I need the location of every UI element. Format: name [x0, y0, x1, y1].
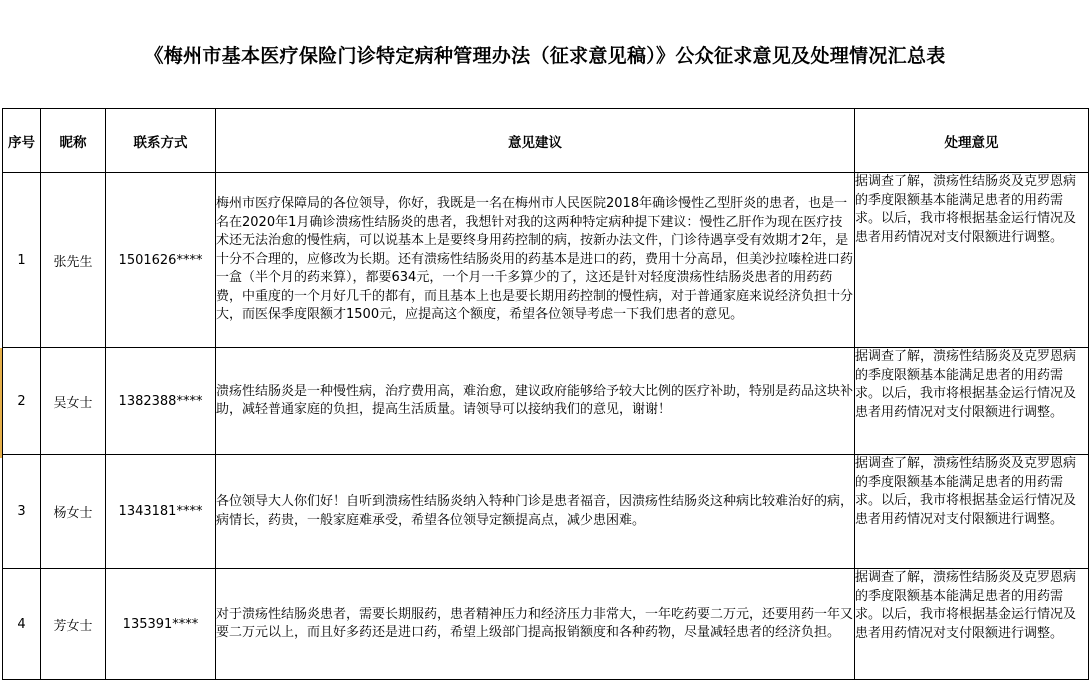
row-nickname: 吴女士	[41, 348, 106, 455]
row-response: 据调查了解，溃疡性结肠炎及克罗恩病的季度限额基本能满足患者的用药需求。以后，我市将根据基金运行情况及患者用药情况对支付限额进行调整。	[855, 455, 1089, 569]
row-index: 4	[3, 569, 41, 680]
row-suggestion: 梅州市医疗保障局的各位领导，你好，我既是一名在梅州市人民医院2018年确诊慢性乙型肝炎的患者，也是一名在2020年1月确诊溃疡性结肠炎的患者，我想针对我的这两种特定病种提下建议：慢性乙肝作为现在医疗技术还无法治愈的慢性病，可以说基本上是要终身用药控制的病，按新办法文件，门诊待遇享受有效期才2年，是十分不合理的，应修改为长期。还有溃疡性结肠炎用的药基本是进口的药，费用十分高昂，但美沙拉嗪栓进口药一盒（半个月的药来算），都要634元，一个月一千多算少的了，这还是针对轻度溃疡性结肠炎患者的用药药费，中重度的一个月好几千的都有，而且基本上也是要长期用药控制的慢性病，对于普通家庭来说经济负担十分大，而医保季度限额才1500元，应提高这个额度，希望各位领导考虑一下我们患者的意见。	[216, 173, 855, 348]
row-response: 据调查了解，溃疡性结肠炎及克罗恩病的季度限额基本能满足患者的用药需求。以后，我市将根据基金运行情况及患者用药情况对支付限额进行调整。	[855, 348, 1089, 455]
row-index: 3	[3, 455, 41, 569]
row-contact: 135391****	[106, 569, 216, 680]
table-row	[3, 569, 1089, 680]
row-contact: 1343181****	[106, 455, 216, 569]
row-nickname: 芳女士	[41, 569, 106, 680]
header-contact: 联系方式	[106, 109, 216, 173]
table-header-row	[3, 109, 1089, 173]
table-row	[3, 173, 1089, 348]
row-index: 2	[3, 348, 41, 455]
document-title: 《梅州市基本医疗保险门诊特定病种管理办法（征求意见稿）》公众征求意见及处理情况汇总表	[144, 44, 946, 67]
table-row	[3, 455, 1089, 569]
row-index: 1	[3, 173, 41, 348]
row-contact: 1501626****	[106, 173, 216, 348]
header-suggestion: 意见建议	[216, 109, 855, 173]
opinion-table	[2, 108, 1089, 680]
row-suggestion: 对于溃疡性结肠炎患者，需要长期服药，患者精神压力和经济压力非常大，一年吃药要二万元，还要用药一年又要二万元以上，而且好多药还是进口药，希望上级部门提高报销额度和各种药物，尽量减轻患者的经济负担。	[216, 569, 855, 680]
row-contact: 1382388****	[106, 348, 216, 455]
row-response: 据调查了解，溃疡性结肠炎及克罗恩病的季度限额基本能满足患者的用药需求。以后，我市将根据基金运行情况及患者用药情况对支付限额进行调整。	[855, 569, 1089, 680]
header-index: 序号	[3, 109, 41, 173]
row-nickname: 张先生	[41, 173, 106, 348]
table-row	[3, 348, 1089, 455]
header-response: 处理意见	[855, 109, 1089, 173]
row-selection-marker	[0, 348, 2, 458]
header-nickname: 昵称	[41, 109, 106, 173]
row-nickname: 杨女士	[41, 455, 106, 569]
row-suggestion: 溃疡性结肠炎是一种慢性病，治疗费用高，难治愈，建议政府能够给予较大比例的医疗补助，特别是药品这块补助，减轻普通家庭的负担，提高生活质量。请领导可以接纳我们的意见，谢谢！	[216, 348, 855, 455]
row-response: 据调查了解，溃疡性结肠炎及克罗恩病的季度限额基本能满足患者的用药需求。以后，我市将根据基金运行情况及患者用药情况对支付限额进行调整。	[855, 173, 1089, 348]
row-suggestion: 各位领导大人你们好！自听到溃疡性结肠炎纳入特种门诊是患者福音，因溃疡性结肠炎这种病比较难治好的病，病情长，药贵，一般家庭难承受，希望各位领导定额提高点，减少患困难。	[216, 455, 855, 569]
